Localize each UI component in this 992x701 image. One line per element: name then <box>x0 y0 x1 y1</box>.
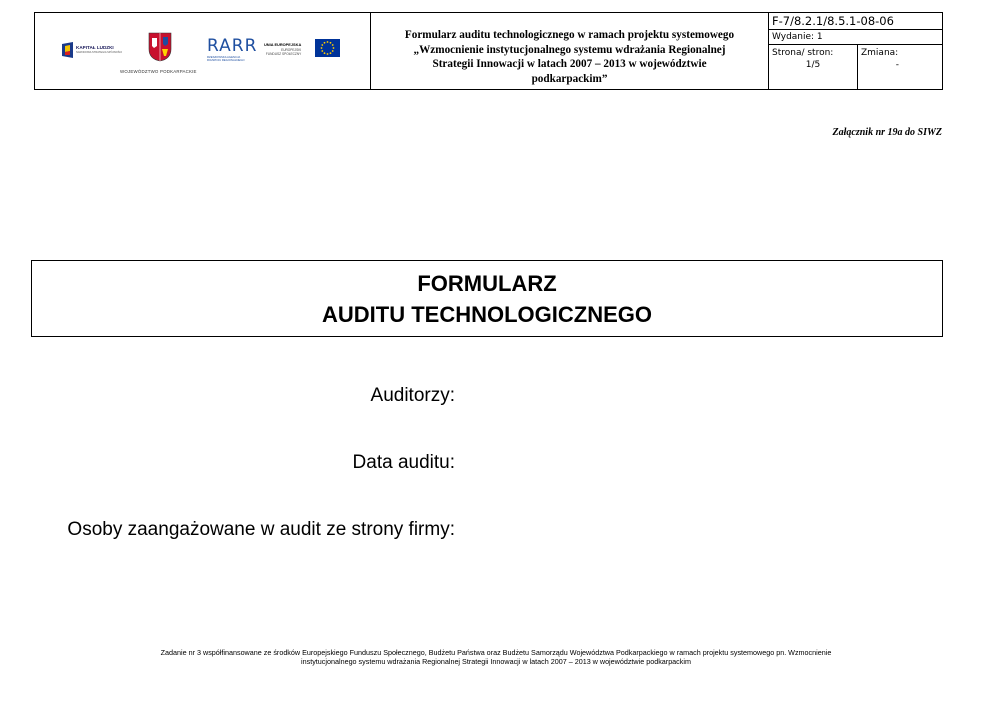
kapital-ludzki-flag-icon <box>62 42 73 58</box>
rarr-subtext: RZESZOWSKA AGENCJA ROZWOJU REGIONALNEGO <box>207 55 245 63</box>
form-title-line-1: FORMULARZ <box>417 271 557 296</box>
voivodeship-label: WOJEWÓDZTWO PODKARPACKIE <box>120 69 197 74</box>
document-meta <box>769 13 942 89</box>
persons-involved-label: Osoby zaangażowane w audit ze strony firmy: <box>67 519 455 540</box>
kapital-ludzki-logo <box>62 42 122 58</box>
edition: Wydanie: 1 <box>769 30 942 45</box>
header-title-line: „Wzmocnienie instytucjonalnego systemu wdrażania Regionalnej <box>413 43 726 56</box>
eu-sub-text-2: FUNDUSZ SPOŁECZNY <box>265 51 302 56</box>
page-value: 1/5 <box>805 60 821 70</box>
eu-main-text: UNIA EUROPEJSKA <box>264 42 302 47</box>
eu-sub-text-1: EUROPEJSKI <box>281 47 302 52</box>
footer-line-1: Zadanie nr 3 współfinansowane ze środków Europejskiego Funduszu Społecznego, Budżetu Państwa oraz Budżetu Samorządu Województwa Podkarpackiego w ramach projektu systemowego pn. Wzmocnienie <box>160 648 832 657</box>
change-value: - <box>895 60 899 70</box>
page-footer <box>20 648 972 666</box>
kapital-ludzki-subtext: NARODOWA STRATEGIA SPÓJNOŚCI <box>76 51 123 54</box>
kapital-ludzki-text: KAPITAŁ LUDZKI <box>76 45 114 50</box>
auditors-label: Auditorzy: <box>370 385 455 406</box>
header-title-line: Formularz auditu technologicznego w ramach projektu systemowego <box>404 29 735 41</box>
meta-row <box>769 45 942 89</box>
change-label: Zmiana: <box>861 48 899 58</box>
document-code: F-7/8.2.1/8.5.1-08-06 <box>769 13 942 30</box>
coat-of-arms-icon <box>148 32 172 62</box>
change-info <box>858 45 942 89</box>
annex-note: Załącznik nr 19a do SIWZ <box>832 127 942 138</box>
header-title-line: podkarpackim” <box>531 72 608 85</box>
header-title-line: Strategii Innowacji w latach 2007 – 2013 w województwie <box>432 58 707 70</box>
rarr-logo <box>207 38 257 63</box>
logo-strip <box>35 13 371 89</box>
form-title-line-2: AUDITU TECHNOLOGICZNEGO <box>322 302 652 327</box>
audit-date-label: Data auditu: <box>352 452 455 473</box>
document-header <box>34 12 943 90</box>
header-title <box>371 13 769 89</box>
form-title <box>31 260 943 337</box>
eu-flag-icon <box>315 39 340 57</box>
eu-label <box>264 43 301 56</box>
footer-line-2: instytucjonalnego systemu wdrażania Regionalnej Strategii Innowacji w latach 2007 – 2013 w województwie podkarpackim <box>301 657 691 666</box>
rarr-wordmark: RARR <box>207 36 258 56</box>
page-label: Strona/ stron: <box>772 48 834 58</box>
page-info <box>769 45 858 89</box>
